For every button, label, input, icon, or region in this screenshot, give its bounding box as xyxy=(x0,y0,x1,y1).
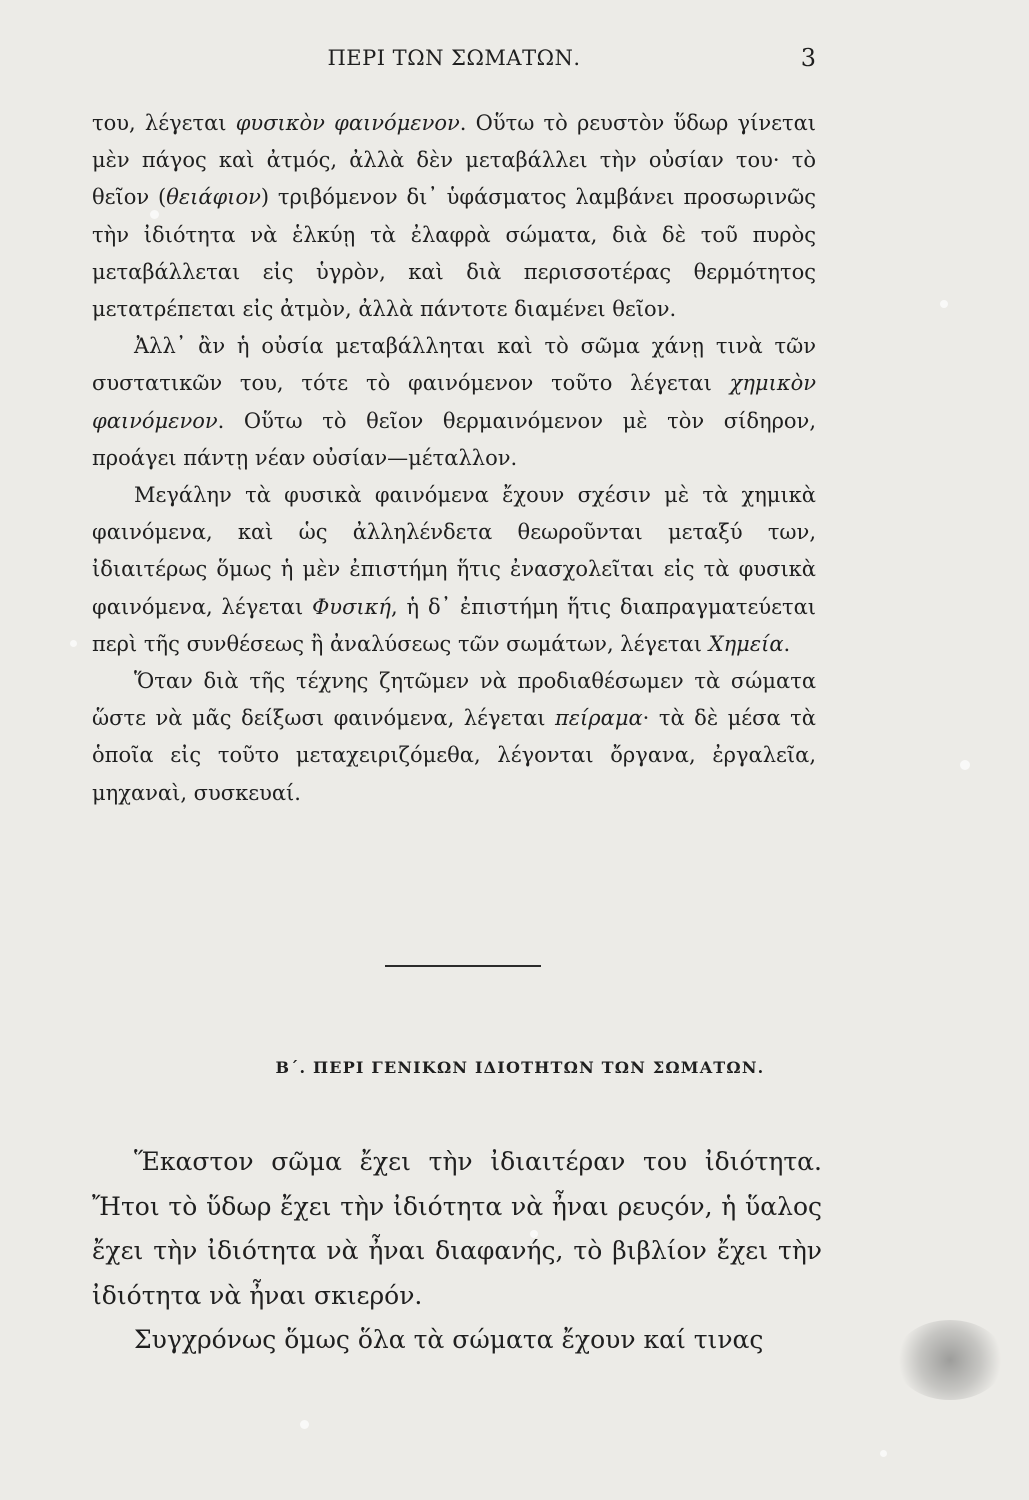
running-head: ΠΕΡΙ ΤΩΝ ΣΩΜΑΤΩΝ. xyxy=(327,46,581,70)
paper-speck xyxy=(880,1450,887,1457)
italic-term: Χημεία xyxy=(708,631,784,656)
paragraph: Συγχρόνως ὅμως ὅλα τὰ σώματα ἔχουν καί τινας xyxy=(134,1325,764,1354)
italic-term: Φυσική xyxy=(312,594,391,619)
paper-speck xyxy=(940,300,948,308)
section-divider xyxy=(385,965,541,967)
page-header xyxy=(92,42,816,82)
paragraph: του, λέγεται φυσικὸν φαινόμενον. Οὕτω τὸ ρευστὸν ὕδωρ γίνεται μὲν πάγος καὶ ἀτμός, ἀλλὰ δὲν μεταβάλλει τὴν οὐσίαν του· τὸ θεῖον (θειάφιον) τριβόμενον δι᾽ ὑφάσματος λαμβάνει προσωρινῶς τὴν ἰδιότητα νὰ ἑλκύῃ τὰ ἐλαφρὰ σώματα, διὰ δὲ τοῦ πυρὸς μεταβάλλεται εἰς ὑγρὸν, καὶ διὰ περισσοτέρας θερμότητος μετατρέπεται εἰς ἀτμὸν, ἀλλὰ πάντοτε διαμένει θεῖον. xyxy=(92,111,817,322)
italic-term: θειάφιον xyxy=(166,185,261,210)
paper-speck xyxy=(70,640,77,647)
italic-term: πείραμα xyxy=(554,706,643,731)
italic-term: χημικὸν φαινόμενον xyxy=(92,371,816,433)
paragraph: Ἀλλ᾽ ἂν ἡ οὐσία μεταβάλληται καὶ τὸ σῶμα χάνῃ τινὰ τῶν συστατικῶν του, τότε τὸ φαινόμενον τοῦτο λέγεται χημικὸν φαινόμενον. Οὕτω τὸ θεῖον θερμαινόμενον μὲ τὸν σίδηρον, προάγει πάντῃ νέαν οὐσίαν—μέταλλον. xyxy=(92,334,816,470)
italic-term: φυσικὸν φαινόμενον xyxy=(235,111,460,135)
paper-speck xyxy=(300,1420,309,1429)
body-text xyxy=(92,105,816,812)
paragraph: Ὅταν διὰ τῆς τέχνης ζητῶμεν νὰ προδιαθέσωμεν τὰ σώματα ὥστε νὰ μᾶς δείξωσι φαινόμενα, λέγεται πείραμα· τὰ δὲ μέσα τὰ ὁποῖα εἰς τοῦτο μεταχειριζόμεθα, λέγονται ὄργανα, ἐργαλεῖα, μηχαναὶ, συσκευαί. xyxy=(92,669,816,805)
section-text xyxy=(92,1140,822,1363)
paper-speck xyxy=(960,760,970,770)
page-number: 3 xyxy=(800,44,816,72)
ink-blot xyxy=(895,1320,1005,1400)
section-heading: Β΄. ΠΕΡΙ ΓΕΝΙΚΩΝ ΙΔΙΟΤΗΤΩΝ ΤΩΝ ΣΩΜΑΤΩΝ. xyxy=(275,1058,765,1077)
paragraph: Ἕκαστον σῶμα ἔχει τὴν ἰδιαιτέραν του ἰδιότητα. Ἤτοι τὸ ὕδωρ ἔχει τὴν ἰδιότητα νὰ ἦναι ρευςόν, ἡ ὕαλος ἔχει τὴν ἰδιότητα νὰ ἦναι διαφανής, τὸ βιβλίον ἔχει τὴν ἰδιότητα νὰ ἦναι σκιερόν. xyxy=(92,1147,822,1310)
paragraph: Μεγάλην τὰ φυσικὰ φαινόμενα ἔχουν σχέσιν μὲ τὰ χημικὰ φαινόμενα, καὶ ὡς ἀλληλένδετα θεωροῦνται μεταξύ των, ἰδιαιτέρως ὅμως ἡ μὲν ἐπιστήμη ἥτις ἐνασχολεῖται εἰς τὰ φυσικὰ φαινόμενα, λέγεται Φυσική, ἡ δ᾽ ἐπιστήμη ἥτις διαπραγματεύεται περὶ τῆς συνθέσεως ἢ ἀναλύσεως τῶν σωμάτων, λέγεται Χημεία. xyxy=(92,483,816,656)
